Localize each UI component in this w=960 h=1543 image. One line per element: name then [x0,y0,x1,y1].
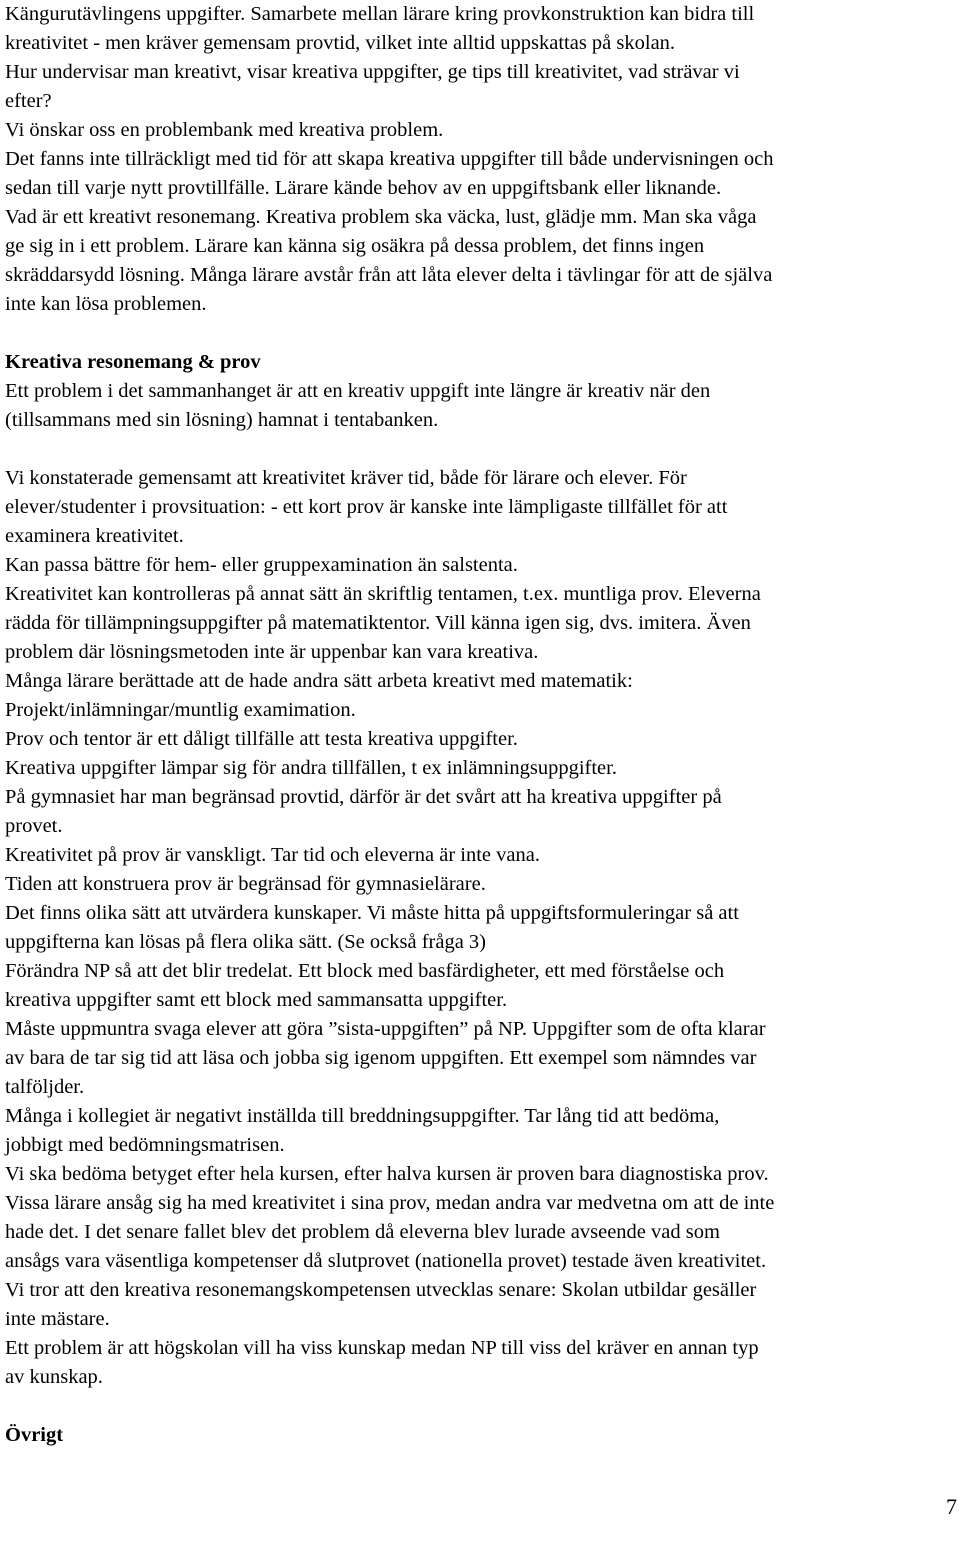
intro-paragraph-3: Vi önskar oss en problembank med kreativa problem. [5,119,444,141]
section-paragraph: Kreativitet på prov är vanskligt. Tar tid och eleverna är inte vana. [5,844,540,866]
intro-paragraph-4: Det fanns inte tillräckligt med tid för att skapa kreativa uppgifter till både undervisningen och sedan till varje nytt provtillfälle. Lärare kände behov av en uppgiftsbank eller liknande. [5,148,774,199]
spacer [5,435,955,464]
section-paragraph: Kreativa uppgifter lämpar sig för andra tillfällen, t ex inlämningsuppgifter. [5,757,617,779]
section-heading-ovrigt: Övrigt [5,1424,64,1446]
spacer [5,319,955,348]
section-paragraph: Många lärare berättade att de hade andra sätt arbeta kreativt med matematik: Projekt/inlämningar/muntlig examimation. [5,670,633,721]
section-paragraph: Ett problem är att högskolan vill ha viss kunskap medan NP till viss del kräver en annan typ av kunskap. [5,1337,759,1388]
section-lead-paragraph: Ett problem i det sammanhanget är att en kreativ uppgift inte längre är kreativ när den (tillsammans med sin lösning) hamnat i tentabanken. [5,380,711,431]
section-paragraph: På gymnasiet har man begränsad provtid, därför är det svårt att ha kreativa uppgifter på provet. [5,786,722,837]
section-heading-kreativa-resonemang: Kreativa resonemang & prov [5,351,261,373]
section-paragraph: Kan passa bättre för hem- eller gruppexamination än salstenta. [5,554,518,576]
spacer [5,1392,955,1421]
section-paragraph: Det finns olika sätt att utvärdera kunskaper. Vi måste hitta på uppgiftsformuleringar så att uppgifterna kan lösas på flera olika sätt. (Se också fråga 3) [5,902,739,953]
intro-paragraph-2: Hur undervisar man kreativt, visar kreativa uppgifter, ge tips till kreativitet, vad strävar vi efter? [5,61,740,112]
section-paragraph: Vi tror att den kreativa resonemangskompetensen utvecklas senare: Skolan utbildar gesäller inte mästare. [5,1279,757,1330]
section-paragraph: Tiden att konstruera prov är begränsad för gymnasielärare. [5,873,486,895]
page-number: 7 [946,1494,957,1519]
section-paragraph: Vi konstaterade gemensamt att kreativitet kräver tid, både för lärare och elever. För elever/studenter i provsituation: - ett kort prov är kanske inte lämpligaste tillfället för att examinera kreativitet. [5,467,728,547]
section-paragraph: Prov och tentor är ett dåligt tillfälle att testa kreativa uppgifter. [5,728,518,750]
intro-paragraph-5: Vad är ett kreativt resonemang. Kreativa problem ska väcka, lust, glädje mm. Man ska våga ge sig in i ett problem. Lärare kan känna sig osäkra på dessa problem, det finns ingen skräddarsydd lösning. Många lärare avstår från att låta elever delta i tävlingar för att de själva inte kan lösa problemen. [5,206,773,315]
section-paragraph: Förändra NP så att det blir tredelat. Ett block med basfärdigheter, ett med förståelse och kreativa uppgifter samt ett block med sammansatta uppgifter. [5,960,725,1011]
section-paragraph: Vi ska bedöma betyget efter hela kursen, efter halva kursen är proven bara diagnostiska prov. Vissa lärare ansåg sig ha med kreativitet i sina prov, medan andra var medvetna om att de inte hade det. I det senare fallet blev det problem då eleverna blev lurade avseende vad som ansågs vara väsentliga kompetenser då slutprovet (nationella provet) testade även kreativitet. [5,1163,775,1272]
section-paragraph: Många i kollegiet är negativt inställda till breddningsuppgifter. Tar lång tid att bedöma, jobbigt med bedömningsmatrisen. [5,1105,720,1156]
document-page [5,0,955,1450]
section-paragraph: Måste uppmuntra svaga elever att göra ”sista-uppgiften” på NP. Uppgifter som de ofta klarar av bara de tar sig tid att läsa och jobba sig igenom uppgiften. Ett exempel som nämndes var talföljder. [5,1018,766,1098]
section-paragraph: Kreativitet kan kontrolleras på annat sätt än skriftlig tentamen, t.ex. muntliga prov. Eleverna rädda för tillämpningsuppgifter på matematiktentor. Vill känna igen sig, dvs. imitera. Även problem där lösningsmetoden inte är uppenbar kan vara kreativa. [5,583,761,663]
intro-paragraph-1: Kängurutävlingens uppgifter. Samarbete mellan lärare kring provkonstruktion kan bidra till kreativitet - men kräver gemensam provtid, vilket inte alltid uppskattas på skolan. [5,3,755,54]
